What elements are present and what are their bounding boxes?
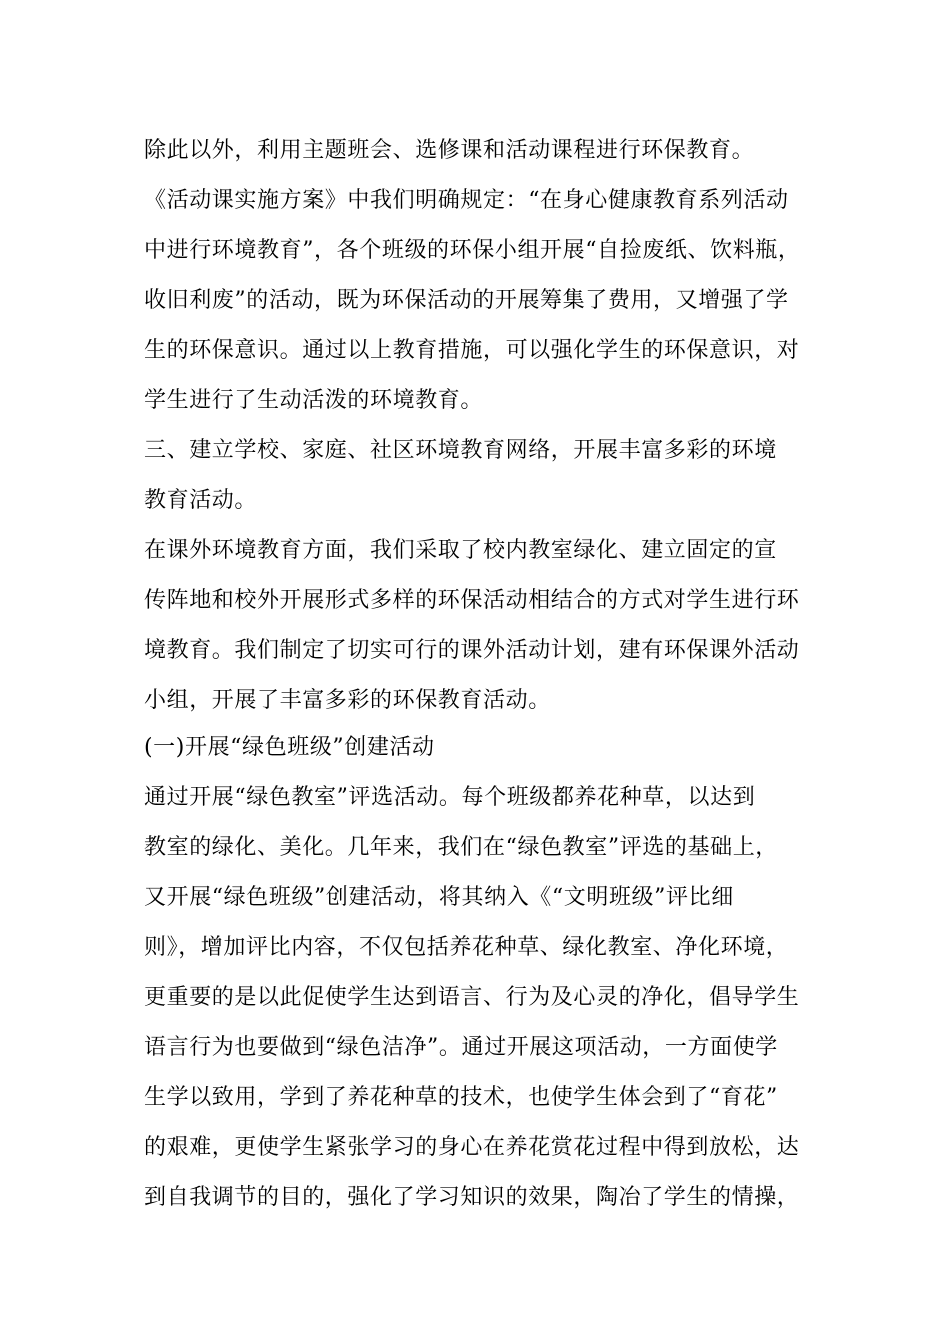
text-line: 传阵地和校外开展形式多样的环保活动相结合的方式对学生进行环	[144, 588, 800, 613]
text-line: 更重要的是以此促使学生达到语言、行为及心灵的净化，倡导学生	[144, 985, 800, 1010]
section-heading: 三、建立学校、家庭、社区环境教育网络，开展丰富多彩的环境	[144, 438, 777, 463]
text-line: 到自我调节的目的，强化了学习知识的效果，陶冶了学生的情操，	[144, 1185, 800, 1210]
text-line: 《活动课实施方案》中我们明确规定：“在身心健康教育系列活动	[144, 188, 789, 213]
text-line: 的艰难，更使学生紧张学习的身心在养花赏花过程中得到放松，达	[144, 1135, 800, 1160]
text-line: 学生进行了生动活泼的环境教育。	[144, 388, 484, 413]
text-line: 中进行环境教育”，各个班级的环保小组开展“自捡废纸、饮料瓶，	[144, 238, 801, 263]
text-line: 则》，增加评比内容，不仅包括养花种草、绿化教室、净化环境，	[144, 935, 789, 960]
text-line: 在课外环境教育方面，我们采取了校内教室绿化、建立固定的宣	[144, 538, 777, 563]
text-line: 小组，开展了丰富多彩的环保教育活动。	[144, 688, 551, 713]
text-line: 生的环保意识。通过以上教育措施，可以强化学生的环保意识，对	[144, 338, 800, 363]
text-line: 又开展“绿色班级”创建活动，将其纳入《“文明班级”评比细	[144, 885, 734, 910]
text-line: 教育活动。	[144, 488, 258, 513]
text-line: 教室的绿化、美化。几年来，我们在“绿色教室”评选的基础上，	[144, 835, 778, 860]
text-line: 境教育。我们制定了切实可行的课外活动计划，建有环保课外活动	[144, 638, 800, 663]
subsection-heading: (一)开展“绿色班级”创建活动	[144, 735, 435, 760]
text-line: 除此以外，利用主题班会、选修课和活动课程进行环保教育。	[144, 138, 755, 163]
text-line: 语言行为也要做到“绿色洁净”。通过开展这项活动，一方面使学	[144, 1035, 778, 1060]
text-line: 收旧利废”的活动，既为环保活动的开展筹集了费用，又增强了学	[144, 288, 789, 313]
text-line: 通过开展“绿色教室”评选活动。每个班级都养花种草，以达到	[144, 785, 756, 810]
text-line: 生学以致用，学到了养花种草的技术，也使学生体会到了“育花”	[144, 1085, 778, 1110]
